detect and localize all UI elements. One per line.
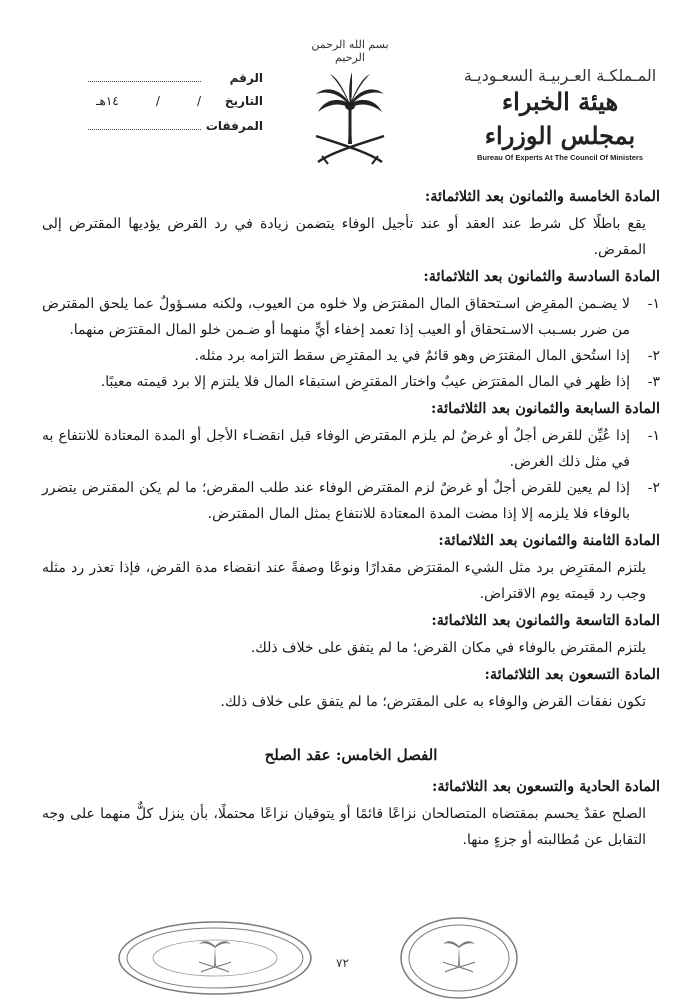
chapter-title: الفصل الخامس: عقد الصلح bbox=[264, 746, 438, 764]
article-title: المادة الخامسة والثمانون بعد الثلاثمائة: bbox=[424, 188, 660, 205]
article-title: المادة السادسة والثمانون بعد الثلاثمائة: bbox=[423, 268, 660, 285]
article-title: المادة التسعون بعد الثلاثمائة: bbox=[484, 666, 660, 683]
clause-text: لا يضـمن المقرِض اسـتحقاق المال المقترَض ولا خلوه من العيوب، ولكنه مسـؤولٌ عما يلحق المقترض من ضرر بسـبب الاسـتحقاق أو العيب إذا تعمد إخفاء أيٍّ منهما أو ضـمن خلو المال المقترَض منهما. bbox=[42, 296, 630, 338]
document-meta bbox=[88, 70, 263, 142]
page-number: ٧٢ bbox=[336, 956, 349, 970]
official-stamp-right-icon bbox=[398, 914, 520, 1000]
article-clause bbox=[42, 369, 660, 395]
clause-text: إذا عُيِّن للقرض أجلٌ أو غرضٌ لم يلزم المقترض الوفاء قبل انقضـاء الأجل أو المدة المعتادة للانتفاع به في مثل ذلك الغرض. bbox=[42, 428, 630, 470]
article-text: يلتزم المقترض بالوفاء في مكان القرض؛ ما لم يتفق على خلاف ذلك. bbox=[250, 640, 646, 656]
saudi-emblem-icon bbox=[310, 66, 390, 166]
date-sep-1: / bbox=[196, 94, 201, 108]
letterhead-emblem bbox=[295, 38, 405, 166]
clause-text: إذا ظهر في المال المقترَض عيبٌ واختار المقترِض استبقاء المال فلا يلتزم إلا برد قيمته معيبًا. bbox=[100, 374, 630, 390]
article-text: تكون نفقات القرض والوفاء به على المقترض؛ ما لم يتفق على خلاف ذلك. bbox=[220, 694, 646, 710]
date-sep-2: / bbox=[155, 94, 160, 108]
reference-blank bbox=[88, 70, 201, 82]
clause-text: إذا استُحق المال المقترَض وهو قائمٌ في يد المقترِض سقط التزامه برد مثله. bbox=[194, 348, 630, 364]
clause-number: ٢- bbox=[647, 480, 660, 496]
clause-number: ٢- bbox=[647, 348, 660, 364]
attachments-label: المرفقات bbox=[205, 119, 263, 133]
attachments-row bbox=[88, 118, 263, 142]
date-year: ١٤هـ bbox=[96, 94, 119, 108]
article-title: المادة السابعة والثمانون بعد الثلاثمائة: bbox=[430, 400, 660, 417]
article-clause bbox=[42, 423, 660, 475]
article-clause bbox=[42, 475, 660, 527]
attachments-blank bbox=[88, 118, 201, 130]
article-clause bbox=[42, 291, 660, 343]
reference-row bbox=[88, 70, 263, 94]
date-label: التاريخ bbox=[224, 94, 263, 108]
document-body bbox=[42, 183, 660, 853]
article-title: المادة الحادية والتسعون بعد الثلاثمائة: bbox=[432, 778, 660, 795]
article-text: يلتزم المقترِض برد مثل الشيء المقترَض مقدارًا ونوعًا وصفةً عند انقضاء مدة القرض، فإذا تعذر رد مثله وجب رد قيمته يوم الاقتراض. bbox=[42, 560, 646, 602]
bureau-letterhead bbox=[462, 66, 658, 162]
basmala: بسم الله الرحمن الرحيم bbox=[311, 38, 389, 64]
article-text: يقع باطلًا كل شرط عند العقد أو عند تأجيل الوفاء يتضمن زيادة في رد القرض يؤديها المقترض إلى المقرض. bbox=[42, 216, 646, 258]
date-value bbox=[88, 94, 201, 108]
clause-number: ١- bbox=[647, 428, 660, 444]
official-stamp-left-icon bbox=[115, 918, 315, 996]
kingdom-name: المـملكـة العـربيـة السعـوديـة bbox=[463, 66, 657, 85]
bureau-name-english: Bureau Of Experts At The Council Of Ministers bbox=[477, 153, 643, 162]
article-text: الصلح عقدٌ يحسم بمقتضاه المتصالحان نزاعًا قائمًا أو يتوقيان نزاعًا محتملًا، بأن ينزل كلٌّ منهما على وجه التقابل عن مُطالبته أو جزءٍ منها. bbox=[42, 806, 646, 848]
clause-text: إذا لم يعين للقرض أجلٌ أو غرضٌ لزم المقترض الوفاء عند طلب المقرض؛ ما لم يكن المقترض يتضرر بالوفاء فلا يلزمه إلا إذا مضت المدة المعتادة للانتفاع بمثل المال المقترض. bbox=[42, 480, 630, 522]
article-clause bbox=[42, 343, 660, 369]
article-title: المادة التاسعة والثمانون بعد الثلاثمائة: bbox=[431, 612, 660, 629]
bureau-name-arabic: هيئة الخبراء بمجلس الوزراء bbox=[484, 87, 636, 150]
article-title: المادة الثامنة والثمانون بعد الثلاثمائة: bbox=[438, 532, 660, 549]
date-row bbox=[88, 94, 263, 118]
clause-number: ٣- bbox=[647, 374, 660, 390]
reference-label: الرقم bbox=[229, 71, 263, 85]
clause-number: ١- bbox=[647, 296, 660, 312]
